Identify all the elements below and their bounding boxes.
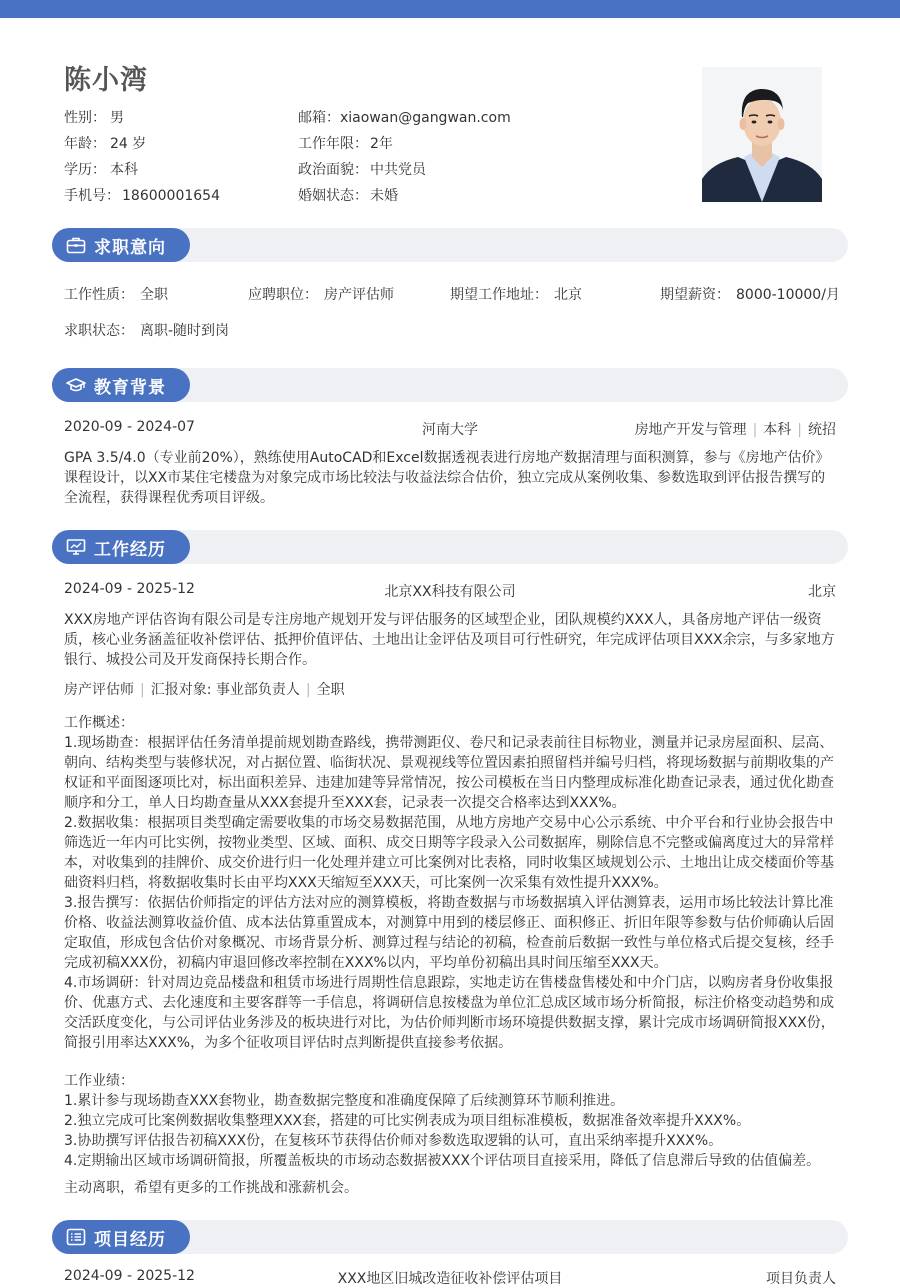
overview-line: 价格、收益法测算收益价值、成本法估算重置成本，对测算中用到的楼层修正、面积修正、折旧年限等参数与估价师确认后固: [64, 915, 834, 931]
position-row: [248, 284, 394, 304]
education-desc-line: GPA 3.5/4.0（专业前20%），熟练使用AutoCAD和Excel数据透视表进行房地产数据清理与面积测算，参与《房地产估价》: [64, 450, 830, 466]
education-description: [64, 448, 836, 508]
age-value: 24 岁: [110, 136, 147, 152]
job-type-row: [64, 284, 168, 304]
overview-line: 完成初稿XXX份，初稿内审退回修改率控制在XXX%以内，平均单份初稿出具时间压缩至XXX天。: [64, 955, 668, 971]
education-desc-line: 全流程，获得课程优秀项目评级。: [64, 490, 274, 506]
position-label: 应聘职位：: [248, 287, 318, 303]
candidate-name: 陈小湾: [64, 65, 148, 96]
status-label: 求职状态：: [64, 323, 134, 339]
years-label: 工作年限：: [298, 136, 368, 152]
work-role-row: 房产评估师 | 汇报对象: 事业部负责人 | 全职: [64, 682, 345, 698]
work-city: 北京: [808, 584, 836, 600]
work-title-pill: [52, 530, 190, 564]
education-title-pill: [52, 368, 190, 402]
overview-line: 础资料归档，将数据收集时长由平均XXX天缩短至XXX天，可比案例一次采集有效性提升XXX%。: [64, 875, 668, 891]
graduation-cap-icon: [66, 376, 86, 394]
location-row: [450, 284, 582, 304]
education-period: 2020-09 - 2024-07: [64, 419, 195, 435]
overview-line: 1.现场勘查：根据评估任务清单提前规划勘查路线，携带测距仪、卷尺和记录表前往目标物业，测量并记录房屋面积、层高、: [64, 735, 834, 751]
intent-title: 求职意向: [94, 237, 166, 258]
intent-section-header: [52, 228, 848, 262]
years-value: 2年: [370, 136, 393, 152]
list-icon: [66, 1228, 86, 1246]
email-label: 邮箱：: [298, 110, 340, 126]
education-value: 本科: [110, 162, 138, 178]
overview-line: 2.数据收集：根据项目类型确定需要收集的市场交易数据范围，从地方房地产交易中心公示系统、中介平台和行业协会报告中: [64, 815, 834, 831]
overview-line: 价、优惠方式、去化速度和主要客群等一手信息，将调研信息按楼盘为单位汇总成区域市场分析简报，标注价格变动趋势和成: [64, 995, 834, 1011]
project-title-pill: [52, 1220, 190, 1254]
overview-line: 权证和平面图逐项比对，标出面积差异、违建加建等异常情况，按公司模板在当日内整理成标准化勘查记录表，通过优化勘查: [64, 775, 834, 791]
gender-value: 男: [110, 110, 124, 126]
email-value: xiaowan@gangwan.com: [340, 110, 511, 126]
job-type-label: 工作性质：: [64, 287, 134, 303]
overview-line: 筛选近一年内可比实例，按物业类型、区域、面积、成交日期等字段录入公司数据库，剔除信息不完整或偏离度过大的异常样: [64, 835, 834, 851]
company-desc-line: 银行、城投公司及开发商保持长期合作。: [64, 652, 316, 668]
marital-label: 婚姻状态：: [298, 188, 368, 204]
project-role: 项目负责人: [766, 1271, 836, 1287]
achievement-line: 4.定期输出区域市场调研简报，所覆盖板块的市场动态数据被XXX个评估项目直接采用，降低了信息滞后导致的估值偏差。: [64, 1153, 821, 1169]
position-value: 房产评估师: [324, 287, 394, 303]
overview-line: 朝向、结构类型与装修状况，对占据位置、临街状况、景观视线等位置因素拍照留档并编号归档，将现场数据与前期收集的产: [64, 755, 834, 771]
overview-line: 4.市场调研：针对周边竞品楼盘和租赁市场进行周期性信息跟踪，实地走访在售楼盘售楼处和中介门店，以购房者身份收集报: [64, 975, 834, 991]
age-label: 年龄：: [64, 136, 106, 152]
gender-label: 性别：: [64, 110, 106, 126]
education-school: 河南大学: [422, 422, 478, 438]
marital-row: [298, 185, 398, 205]
location-label: 期望工作地址：: [450, 287, 548, 303]
overview-line: 定取值，形成包含估价对象概况、市场背景分析、测算过程与结论的初稿，检查前后数据一致性与单位格式后提交复核，经手: [64, 935, 834, 951]
top-accent-bar: [0, 0, 900, 18]
overview-line: 工作概述：: [64, 715, 134, 731]
education-details: 房地产开发与管理 | 本科 | 统招: [634, 422, 836, 438]
overview-line: 交活跃度变化，与公司评估业务涉及的板块进行对比，为估价师判断市场环境提供数据支撑，累计完成市场调研简报XXX份，: [64, 1015, 835, 1031]
education-desc-line: 课程设计，以XX市某住宅楼盘为对象完成市场比较法与收益法综合估价，独立完成从案例收集、参数选取到评估报告撰写的: [64, 470, 826, 486]
overview-line: 简报引用率达XXX%，为多个征收项目评估时点判断提供直接参考依据。: [64, 1035, 513, 1051]
political-value: 中共党员: [370, 162, 426, 178]
project-name: XXX地区旧城改造征收补偿评估项目: [337, 1271, 563, 1287]
project-period: 2024-09 - 2025-12: [64, 1268, 195, 1284]
marital-value: 未婚: [370, 188, 398, 204]
status-value: 离职-随时到岗: [140, 323, 230, 339]
work-role: 房产评估师: [64, 682, 134, 698]
gender-row: [64, 107, 124, 127]
work-overview: [64, 713, 836, 1053]
overview-line: 本，对收集到的挂牌价、成交价进行归一化处理并建立可比案例对比表格，同时收集区域规划公示、土地出让成交楼面价等基: [64, 855, 834, 871]
intent-title-pill: [52, 228, 190, 262]
work-achievements: [64, 1071, 836, 1171]
phone-value: 18600001654: [122, 188, 220, 204]
company-desc-line: 质，核心业务涵盖征收补偿评估、抵押价值评估、土地出让金评估及项目可行性研究，年完成评估项目XXX余宗，与多家地方: [64, 632, 835, 648]
work-report-to: 汇报对象: 事业部负责人: [150, 682, 300, 698]
presentation-icon: [66, 538, 86, 556]
job-type-value: 全职: [140, 287, 168, 303]
email-row: [298, 107, 511, 127]
achievement-line: 3.协助撰写评估报告初稿XXX份，在复核环节获得估价师对参数选取逻辑的认可，直出采纳率提升XXX%。: [64, 1133, 723, 1149]
political-row: [298, 159, 426, 179]
education-title: 教育背景: [94, 377, 166, 398]
education-section-header: [52, 368, 848, 402]
education-row: [64, 159, 138, 179]
age-row: [64, 133, 146, 153]
company-description: [64, 610, 836, 670]
work-company: 北京XX科技有限公司: [384, 584, 516, 600]
work-title: 工作经历: [94, 539, 166, 560]
salary-row: [660, 284, 840, 304]
achievement-line: 2.独立完成可比案例数据收集整理XXX套，搭建的可比实例表成为项目组标准模板，数据准备效率提升XXX%。: [64, 1113, 751, 1129]
leave-reason: 主动离职，希望有更多的工作挑战和涨薪机会。: [64, 1180, 358, 1196]
location-value: 北京: [554, 287, 582, 303]
company-desc-line: XXX房地产评估咨询有限公司是专注房地产规划开发与评估服务的区域型企业，团队规模约XXX人，具备房地产评估一级资: [64, 612, 822, 628]
education-degree: 本科: [763, 422, 792, 438]
work-section-header: [52, 530, 848, 564]
years-row: [298, 133, 393, 153]
project-section-header: [52, 1220, 848, 1254]
status-row: [64, 320, 229, 340]
education-label: 学历：: [64, 162, 106, 178]
achievement-line: 1.累计参与现场勘查XXX套物业，勘查数据完整度和准确度保障了后续测算环节顺利推进。: [64, 1093, 625, 1109]
education-major: 房地产开发与管理: [634, 422, 747, 438]
work-period: 2024-09 - 2025-12: [64, 581, 195, 597]
overview-line: 顺序和分工，单人日均勘查量从XXX套提升至XXX套，记录表一次提交合格率达到XXX%。: [64, 795, 626, 811]
political-label: 政治面貌：: [298, 162, 368, 178]
phone-row: [64, 185, 220, 205]
salary-value: 8000-10000/月: [736, 287, 840, 303]
salary-label: 期望薪资：: [660, 287, 730, 303]
phone-label: 手机号：: [64, 188, 120, 204]
profile-photo: [702, 67, 822, 202]
education-admission: 统招: [808, 422, 836, 438]
achievement-line: 工作业绩：: [64, 1073, 134, 1089]
briefcase-icon: [66, 236, 86, 254]
overview-line: 3.报告撰写：依据估价师指定的评估方法对应的测算模板，将勘查数据与市场数据填入评估测算表，运用市场比较法计算比准: [64, 895, 834, 911]
work-job-type: 全职: [316, 682, 345, 698]
project-title: 项目经历: [94, 1229, 166, 1250]
